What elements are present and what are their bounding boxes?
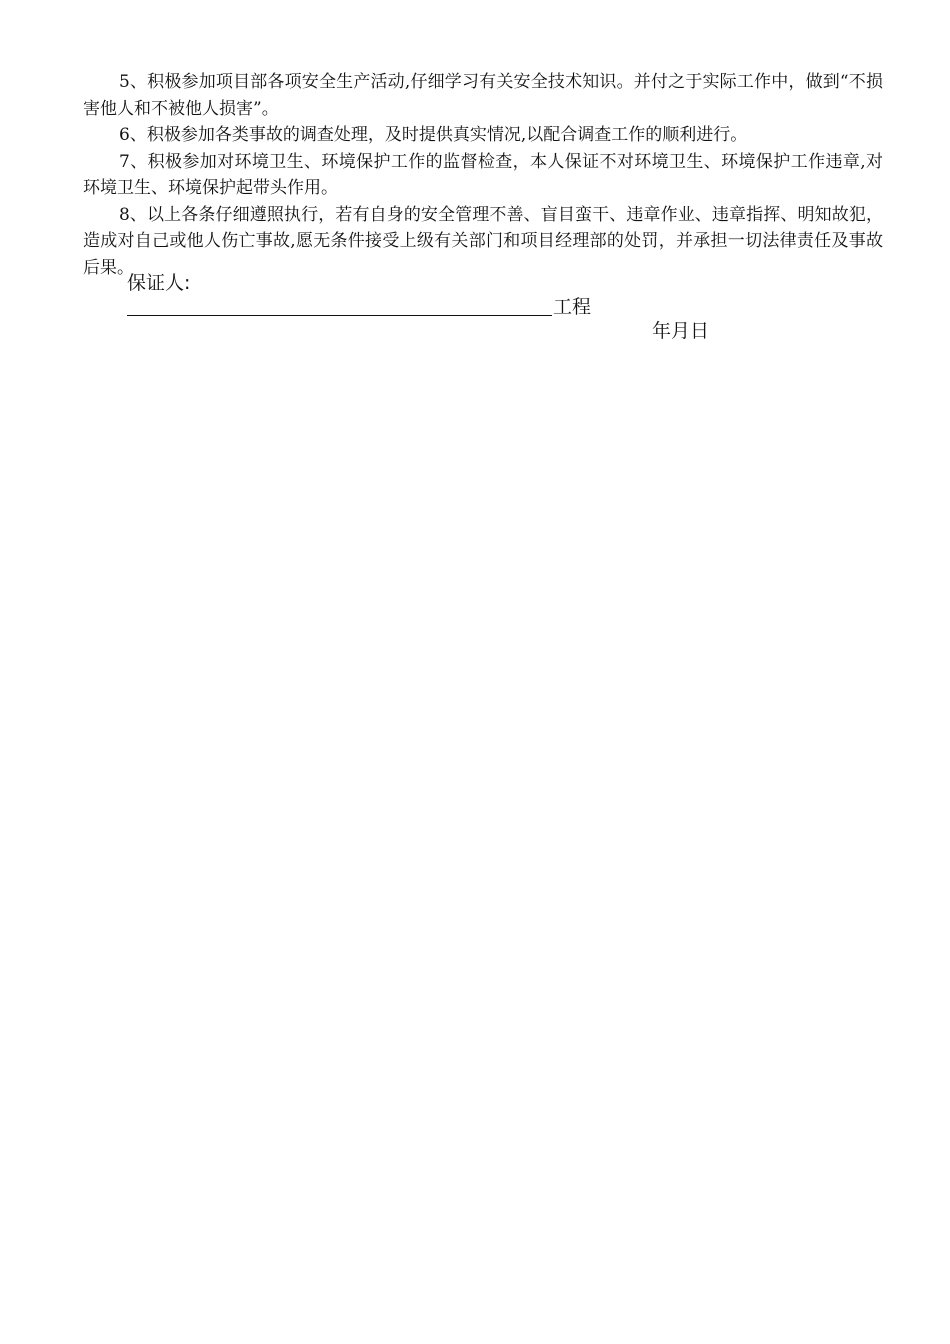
signature-line — [127, 315, 552, 316]
paragraph-item-6: 6、积极参加各类事故的调查处理，及时提供真实情况,以配合调查工作的顺利进行。 — [119, 125, 748, 145]
paragraph-item-5: 5、积极参加项目部各项安全生产活动,仔细学习有关安全技术知识。并付之于实际工作中，做到“不损害他人和不被他人损害”。 — [83, 72, 883, 119]
guarantor-label: 保证人: — [127, 272, 191, 294]
project-label: 工程 — [553, 296, 592, 318]
date-label: 年月日 — [652, 320, 710, 342]
paragraph-item-7: 7、积极参加对环境卫生、环境保护工作的监督检查，本人保证不对环境卫生、环境保护工作违章,对环境卫生、环境保护起带头作用。 — [83, 151, 883, 198]
paragraph-item-8: 8、以上各条仔细遵照执行，若有自身的安全管理不善、盲目蛮干、违章作业、违章指挥、明知故犯，造成对自己或他人伤亡事故,愿无条件接受上级有关部门和项目经理部的处罚，并承担一切法律责任及事故后果。 — [83, 204, 883, 278]
document-body — [83, 69, 883, 281]
